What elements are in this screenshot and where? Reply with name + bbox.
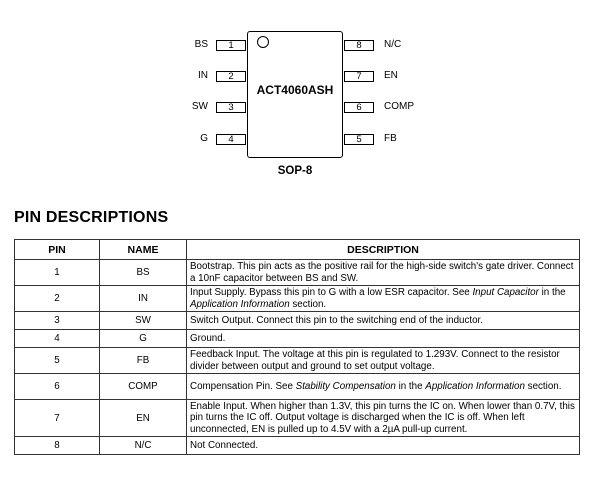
description-reference: Application Information [190,298,290,310]
description-reference: Input Capacitor [472,287,539,298]
table-header-row [15,240,580,260]
description-text: Bootstrap. This pin acts as the positive rail for the high-side switch's gate driver. Connect a 10nF capacitor between BS and SW. [190,261,574,284]
table-row [15,286,580,312]
pin-name-cell: IN [100,286,187,312]
pin-name-label: N/C [384,39,402,50]
pin-name-label: FB [384,133,397,144]
pin-name-cell: N/C [100,437,187,455]
pin-number-cell: 1 [15,260,100,286]
header-pin: PIN [15,240,100,260]
ic-package-body [247,31,343,158]
pin-number-cell: 7 [15,400,100,437]
pin-name-label: SW [191,101,208,112]
pin-number-box: 6 [344,102,374,113]
pin-name-label: G [200,133,208,144]
pin-number-box: 4 [216,134,246,145]
pin-name-cell: FB [100,348,187,374]
description-text: Feedback Input. The voltage at this pin is regulated to 1.293V. Connect to the resistor divider between output and ground to set output voltage. [190,349,560,372]
pin-number-box: 8 [344,40,374,51]
pin-description-cell [187,374,580,400]
table-row [15,330,580,348]
table-row [15,374,580,400]
header-description: DESCRIPTION [187,240,580,260]
description-text: Ground. [190,332,226,344]
pin-number-cell: 2 [15,286,100,312]
pin-name-cell: SW [100,312,187,330]
pin-number-cell: 4 [15,330,100,348]
description-reference: Application Information [425,380,525,392]
table-row [15,400,580,437]
pin-number-cell: 5 [15,348,100,374]
description-text: Not Connected. [190,439,259,451]
pin-number-cell: 3 [15,312,100,330]
pin-name-cell: EN [100,400,187,437]
description-text: in the [395,380,426,392]
description-text: section. [524,380,562,392]
pin-number-box: 1 [216,40,246,51]
pin-description-cell [187,312,580,330]
package-pinout-diagram [0,0,592,190]
table-row [15,348,580,374]
pin-descriptions-table [14,239,580,455]
pin-description-cell [187,260,580,286]
section-title: PIN DESCRIPTIONS [14,209,169,226]
pin-name-label: BS [194,39,208,50]
description-text: Enable Input. When higher than 1.3V, this pin turns the IC on. When lower than 0.7V, this pin turns the IC off. Output voltage is discharged when the IC is off. When left unconnected, EN is pulled up to 4.5V with a 2µA pull-up current. [190,400,575,435]
pin-number-cell: 8 [15,437,100,455]
description-text: in the [538,287,566,298]
pin-number-box: 3 [216,102,246,113]
description-text: Switch Output. Connect this pin to the switching end of the inductor. [190,314,483,326]
table-row [15,260,580,286]
table-body [15,260,580,455]
description-text: section. [289,298,327,310]
pin-number-box: 5 [344,134,374,145]
pin-description-cell [187,330,580,348]
package-name-label: SOP-8 [277,165,313,177]
pin-description-cell [187,286,580,312]
pin-description-cell [187,348,580,374]
description-text: Input Supply. Bypass this pin to G with a low ESR capacitor. See [190,287,473,298]
pin-name-label: COMP [384,101,414,112]
description-reference: Stability Compensation [295,380,396,392]
pin-number-box: 7 [344,71,374,82]
header-name: NAME [100,240,187,260]
description-text: Compensation Pin. See [190,380,296,392]
pin-description-cell [187,437,580,455]
pin-number-cell: 6 [15,374,100,400]
table-row [15,437,580,455]
part-number-label: ACT4060ASH [256,83,334,97]
pin-name-cell: BS [100,260,187,286]
pin-number-box: 2 [216,71,246,82]
pin-name-label: IN [198,70,208,81]
table-row [15,312,580,330]
pin-name-cell: COMP [100,374,187,400]
pin-name-cell: G [100,330,187,348]
pin1-marker-icon [257,36,269,48]
pin-name-label: EN [384,70,398,81]
pin-description-cell [187,400,580,437]
